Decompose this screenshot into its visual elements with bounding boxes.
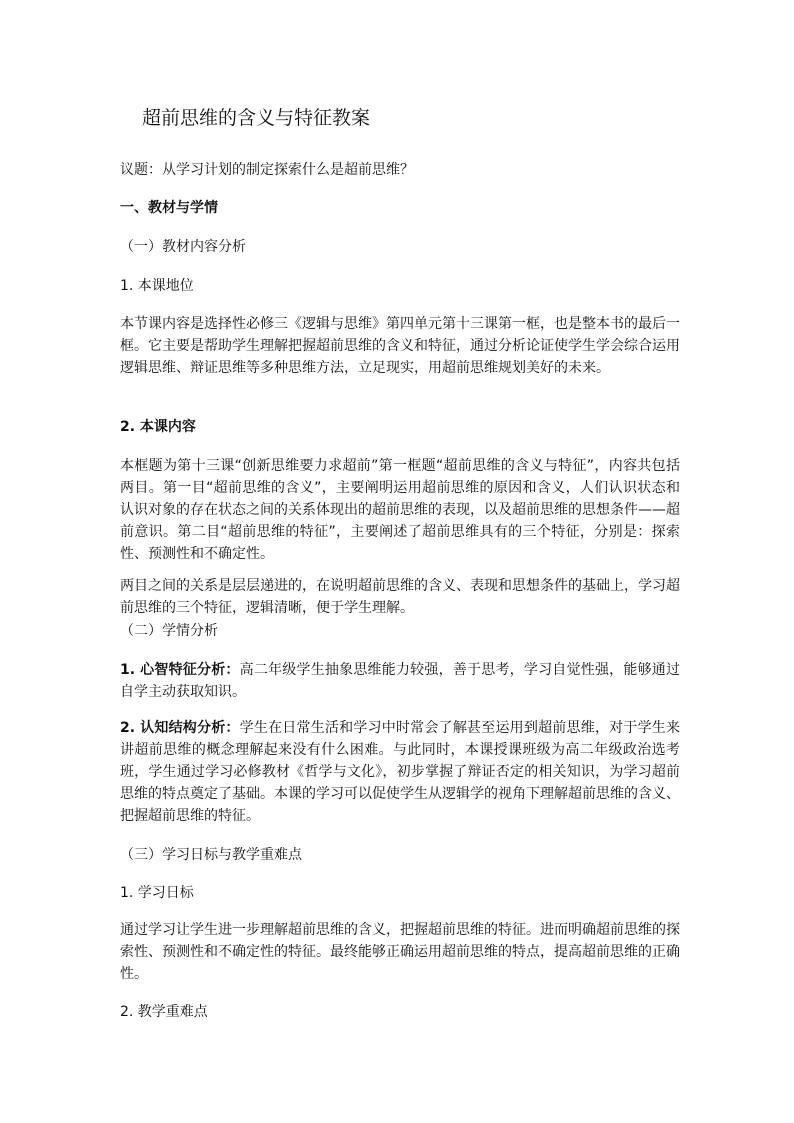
body-cognitive-structure: 学生在日常生活和学习中时常会了解甚至运用到超前思维，对于学生来讲超前思维的概念理解起来没有什么困难。与此同时，本课授课班级为高二年级政治选考班，学生通过学习必修教材《哲学与文化》，初步掌握了辩证否定的相关知识，为学习超前思维的特点奠定了基础。本课的学习可以促使学生从逻辑学的视角下理解超前思维的含义、把握超前思维的特征。 [120,720,681,824]
paragraph-mental-traits [120,659,680,703]
section-heading-materials: 一、教材与学情 [120,200,218,216]
paragraph-learning-goals: 通过学习让学生进一步理解超前思维的含义，把握超前思维的特征。进而明确超前思维的探索性、预测性和不确定性的特征。最终能够正确运用超前思维的特点，提高超前思维的正确性。 [120,922,680,982]
subsection-heading-goals: （三）学习日标与教学重难点 [120,847,302,863]
subsection-heading-content-analysis: （一）教材内容分析 [120,239,246,255]
item-heading-lesson-position: 1. 本课地位 [120,278,194,294]
document-title: 超前思维的含义与特征教案 [142,107,371,129]
paragraph-cognitive-structure [120,717,680,827]
body-mental-traits: 高二年级学生抽象思维能力较强，善于思考，学习自觉性强，能够通过自学主动获取知识。 [120,662,681,700]
paragraph-lesson-content-2: 两目之间的关系是层层递进的，在说明超前思维的含义、表现和思想条件的基础上，学习超前思维的三个特征，逻辑清晰，便于学生理解。 [120,578,680,616]
lead-cognitive-structure: 2. 认知结构分析： [120,720,240,736]
paragraph-lesson-position: 本节课内容是选择性必修三《逻辑与思维》第四单元第十三课第一框，也是整本书的最后一框。它主要是帮助学生理解把握超前思维的含义和特征，通过分析论证使学生学会综合运用逻辑思维、辩证思维等多种思维方法，立足现实，用超前思维规划美好的未来。 [120,316,680,376]
item-heading-lesson-content: 2. 本课内容 [120,419,196,435]
paragraph-lesson-content-1: 本框题为第十三课“创新思维要力求超前”第一框题“超前思维的含义与特征”，内容共包括两目。第一目“超前思维的含义”，主要阐明运用超前思维的原因和含义，人们认识状态和认识对象的存在状态之间的关系体现出的超前思维的表现，以及超前思维的思想条件——超前意识。第二目“超前思维的特征”，主要阐述了超前思维具有的三个特征，分别是：探索性、预测性和不确定性。 [120,458,680,562]
subsection-heading-learner-analysis: （二）学情分析 [120,623,218,639]
item-heading-key-points: 2. 教学重难点 [120,1004,208,1020]
item-heading-learning-goals: 1. 学习日标 [120,885,194,901]
lead-mental-traits: 1. 心智特征分析： [120,662,240,678]
topic-line: 议题：从学习计划的制定探索什么是超前思维？ [120,162,414,178]
